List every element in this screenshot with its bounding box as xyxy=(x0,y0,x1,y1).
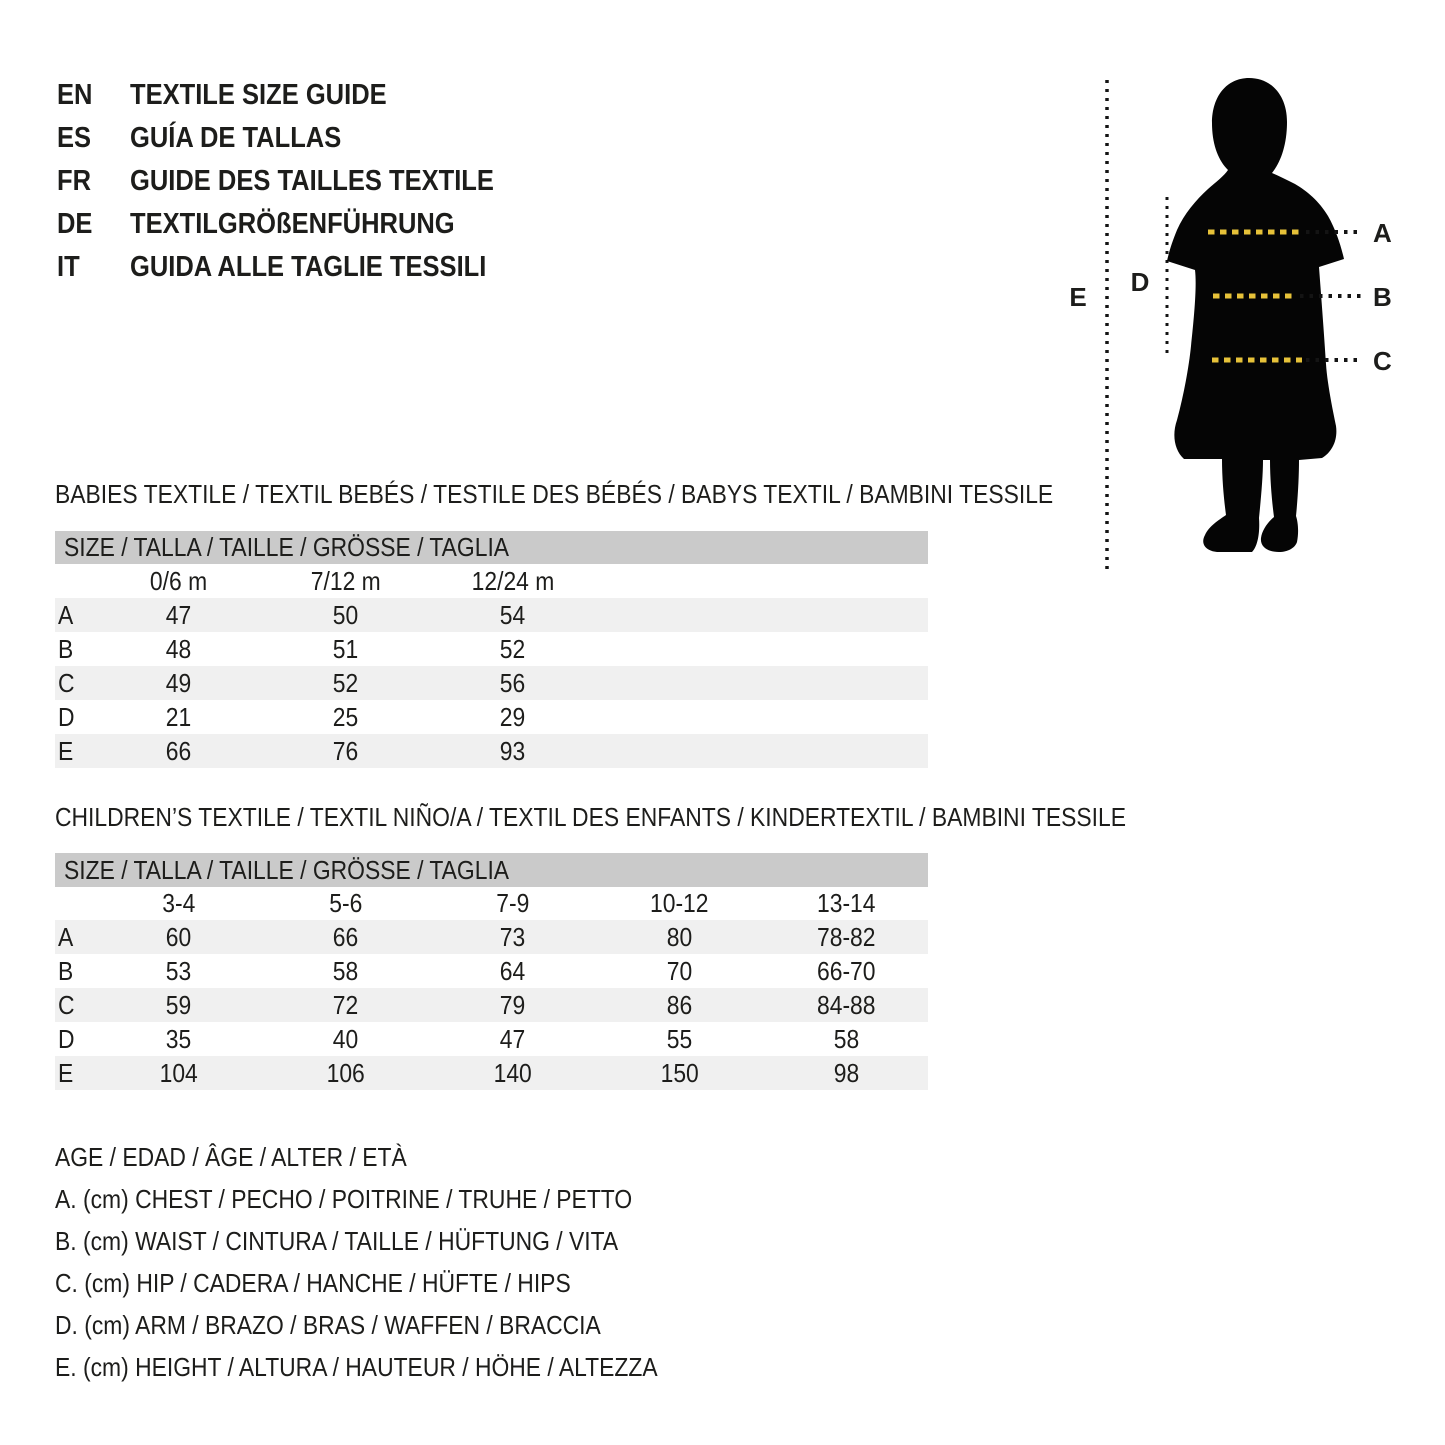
babies-section-heading: BABIES TEXTILE / TEXTIL BEBÉS / TESTILE DES BÉBÉS / BABYS TEXTIL / BAMBINI TESSILE xyxy=(55,479,1054,509)
table-row xyxy=(55,666,928,700)
title-row-de xyxy=(57,203,544,246)
column-header: 10-12 xyxy=(650,888,709,918)
legend-line-chest: A. (cm) CHEST / PECHO / POITRINE / TRUHE / PETTO xyxy=(55,1184,633,1214)
cell: 55 xyxy=(666,1023,693,1054)
column-header: 7/12 m xyxy=(310,565,381,596)
title-block xyxy=(57,74,544,289)
cell: 64 xyxy=(499,955,526,986)
cell: 72 xyxy=(332,989,359,1020)
cell: 58 xyxy=(332,955,359,986)
column-header: 13-14 xyxy=(817,888,876,918)
cell: 29 xyxy=(499,701,526,732)
cell: 54 xyxy=(499,599,526,630)
cell: 66 xyxy=(332,921,359,952)
cell: 40 xyxy=(332,1023,359,1054)
table-row xyxy=(55,954,928,988)
cell: 104 xyxy=(159,1057,198,1088)
cell: 84-88 xyxy=(817,989,876,1020)
cell: 51 xyxy=(332,633,359,664)
label-c: C xyxy=(1373,346,1392,376)
cell: 78-82 xyxy=(817,921,876,952)
measurement-diagram xyxy=(1060,70,1445,590)
table-row xyxy=(55,632,928,666)
cell: 47 xyxy=(499,1023,526,1054)
cell: 98 xyxy=(833,1057,860,1088)
column-header-row xyxy=(55,887,928,920)
cell: 21 xyxy=(165,701,192,732)
table-row xyxy=(55,700,928,734)
cell: 49 xyxy=(165,667,192,698)
title-row-es xyxy=(57,117,544,160)
cell: 93 xyxy=(499,735,526,766)
title-fr: GUIDE DES TAILLES TEXTILE xyxy=(130,165,494,197)
cell: 59 xyxy=(165,989,192,1020)
title-es: GUÍA DE TALLAS xyxy=(130,122,342,154)
cell: 35 xyxy=(165,1023,192,1054)
cell: 73 xyxy=(499,921,526,952)
label-d: D xyxy=(1130,267,1150,297)
cell: 53 xyxy=(165,955,192,986)
row-label: C xyxy=(58,989,75,1020)
table-row xyxy=(55,1056,928,1090)
cell: 76 xyxy=(332,735,359,766)
table-row xyxy=(55,1022,928,1056)
title-de: TEXTILGRÖßENFÜHRUNG xyxy=(130,208,455,240)
row-label: B xyxy=(58,955,74,986)
column-header: 12/24 m xyxy=(471,565,554,596)
legend-line-height: E. (cm) HEIGHT / ALTURA / HAUTEUR / HÖHE / ALTEZZA xyxy=(55,1352,658,1382)
row-label: E xyxy=(58,735,74,766)
column-header: 5-6 xyxy=(328,888,363,918)
row-label: B xyxy=(58,633,74,664)
cell: 58 xyxy=(833,1023,860,1054)
babies-size-table xyxy=(55,531,928,768)
table-row xyxy=(55,988,928,1022)
cell: 86 xyxy=(666,989,693,1020)
children-section-heading: CHILDREN’S TEXTILE / TEXTIL NIÑO/A / TEXTIL DES ENFANTS / KINDERTEXTIL / BAMBINI TESSILE xyxy=(55,802,1126,832)
title-en: TEXTILE SIZE GUIDE xyxy=(130,79,387,111)
cell: 106 xyxy=(326,1057,365,1088)
children-size-table xyxy=(55,853,928,1090)
table-row xyxy=(55,734,928,768)
lang-code-es: ES xyxy=(57,122,92,154)
title-row-fr xyxy=(57,160,544,203)
cell: 48 xyxy=(165,633,192,664)
cell: 60 xyxy=(165,921,192,952)
cell: 80 xyxy=(666,921,693,952)
cell: 70 xyxy=(666,955,693,986)
row-label: D xyxy=(58,701,75,732)
table-row xyxy=(55,920,928,954)
title-row-it xyxy=(57,246,544,289)
child-silhouette-graphic xyxy=(1167,78,1344,552)
label-e: E xyxy=(1069,282,1087,312)
legend-line-hip: C. (cm) HIP / CADERA / HANCHE / HÜFTE / HIPS xyxy=(55,1268,571,1298)
label-b: B xyxy=(1373,282,1392,312)
cell: 150 xyxy=(660,1057,699,1088)
title-row-en xyxy=(57,74,544,117)
row-label: D xyxy=(58,1023,75,1054)
cell: 140 xyxy=(493,1057,532,1088)
cell: 66 xyxy=(165,735,192,766)
legend-line-arm: D. (cm) ARM / BRAZO / BRAS / WAFFEN / BRACCIA xyxy=(55,1310,601,1340)
measurement-legend xyxy=(55,1136,740,1388)
column-header: 0/6 m xyxy=(149,565,208,596)
legend-line-age: AGE / EDAD / ÂGE / ALTER / ETÀ xyxy=(55,1142,407,1172)
lang-code-it: IT xyxy=(57,251,80,283)
table-row xyxy=(55,598,928,632)
lang-code-fr: FR xyxy=(57,165,92,197)
cell: 66-70 xyxy=(817,955,876,986)
cell: 79 xyxy=(499,989,526,1020)
row-label: E xyxy=(58,1057,74,1088)
row-label: C xyxy=(58,667,75,698)
lang-code-de: DE xyxy=(57,208,93,240)
cell: 47 xyxy=(165,599,192,630)
size-header-bar: SIZE / TALLA / TAILLE / GRÖSSE / TAGLIA xyxy=(55,531,928,564)
column-header: 7-9 xyxy=(495,888,530,918)
column-header: 3-4 xyxy=(161,888,196,918)
cell: 56 xyxy=(499,667,526,698)
column-header-row xyxy=(55,564,928,598)
row-label: A xyxy=(58,921,74,952)
row-label: A xyxy=(58,599,74,630)
legend-line-waist: B. (cm) WAIST / CINTURA / TAILLE / HÜFTUNG / VITA xyxy=(55,1226,619,1256)
title-it: GUIDA ALLE TAGLIE TESSILI xyxy=(130,251,487,283)
size-header-bar: SIZE / TALLA / TAILLE / GRÖSSE / TAGLIA xyxy=(55,853,928,887)
cell: 52 xyxy=(332,667,359,698)
label-a: A xyxy=(1373,218,1392,248)
cell: 50 xyxy=(332,599,359,630)
lang-code-en: EN xyxy=(57,79,93,111)
cell: 52 xyxy=(499,633,526,664)
cell: 25 xyxy=(332,701,359,732)
